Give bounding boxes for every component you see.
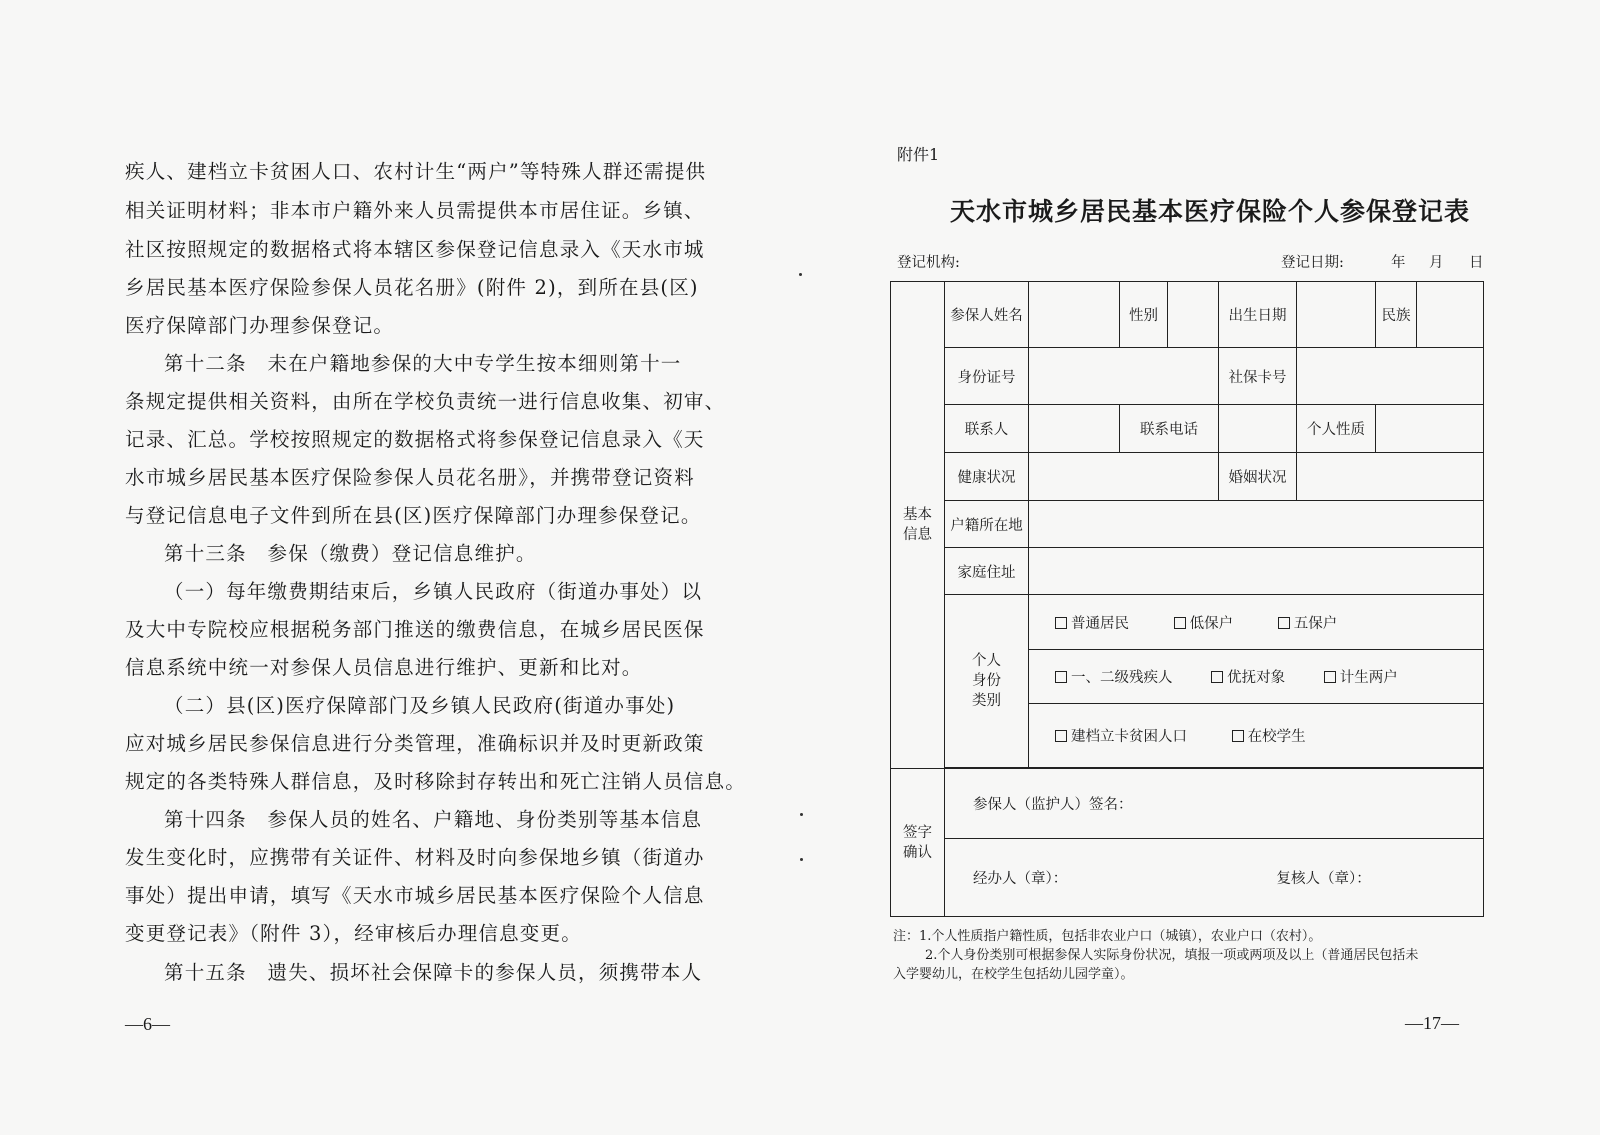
contact-field[interactable]	[1029, 405, 1120, 453]
checkbox[interactable]	[1324, 671, 1336, 683]
health-label: 健康状况	[945, 453, 1029, 501]
marital-label: 婚姻状况	[1219, 453, 1297, 501]
body-line: 事处）提出申请，填写《天水市城乡居民基本医疗保险个人信息	[125, 884, 705, 907]
footnote-1: 注：1.个人性质指户籍性质，包括非农业户口（城镇），农业户口（农村）。	[893, 929, 1322, 944]
household-field[interactable]	[1029, 501, 1484, 548]
sign-reviewer[interactable]: 复核人（章）：	[1276, 871, 1371, 887]
checkbox[interactable]	[1232, 730, 1244, 742]
body-line: 水市城乡居民基本医疗保险参保人员花名册》，并携带登记资料	[125, 466, 695, 489]
option-low-income[interactable]: 低保户	[1174, 612, 1234, 633]
body-line: （一）每年缴费期结束后，乡镇人民政府（街道办事处）以	[164, 580, 703, 603]
date-label: 登记日期:	[1281, 255, 1344, 271]
article-13: 第十三条 参保（缴费）登记信息维护。	[164, 542, 537, 565]
checkbox[interactable]	[1055, 617, 1067, 629]
name-field[interactable]	[1029, 282, 1120, 348]
body-line: 发生变化时，应携带有关证件、材料及时向参保地乡镇（街道办	[125, 846, 705, 869]
birth-date-field[interactable]	[1297, 282, 1376, 348]
option-ordinary[interactable]: 普通居民	[1055, 612, 1129, 633]
ethnicity-label: 民族	[1376, 282, 1417, 348]
body-line: 变更登记表》（附件 3），经审核后办理信息变更。	[125, 922, 582, 945]
address-label: 家庭住址	[945, 548, 1029, 595]
body-line: 信息系统中统一对参保人员信息进行维护、更新和比对。	[125, 656, 643, 679]
body-line: 及大中专院校应根据税务部门推送的缴费信息，在城乡居民医保	[125, 618, 705, 641]
article-12: 第十二条 未在户籍地参保的大中专学生按本细则第十一	[164, 352, 682, 375]
personal-nature-field[interactable]	[1376, 405, 1484, 453]
date-day: 日	[1469, 255, 1484, 271]
birth-date-label: 出生日期	[1219, 282, 1297, 348]
option-family-planning[interactable]: 计生两户	[1324, 666, 1398, 687]
marital-field[interactable]	[1297, 453, 1484, 501]
body-line: 规定的各类特殊人群信息，及时移除封存转出和死亡注销人员信息。	[125, 770, 747, 793]
article-15: 第十五条 遗失、损坏社会保障卡的参保人员，须携带本人	[164, 961, 703, 984]
date-month: 月	[1429, 255, 1444, 271]
option-five-guarantee[interactable]: 五保户	[1278, 612, 1338, 633]
checkbox[interactable]	[1055, 671, 1067, 683]
option-disabled[interactable]: 一、二级残疾人	[1055, 666, 1173, 687]
body-line: 医疗保障部门办理参保登记。	[125, 314, 395, 337]
gender-label: 性别	[1120, 282, 1168, 348]
attachment-label: 附件1	[897, 145, 940, 164]
checkbox[interactable]	[1278, 617, 1290, 629]
footnote-2-cont: 入学婴幼儿，在校学生包括幼儿园学童）。	[893, 967, 1134, 982]
body-line: 疾人、建档立卡贫困人口、农村计生“两户”等特殊人群还需提供	[125, 160, 707, 183]
social-card-label: 社保卡号	[1219, 348, 1297, 405]
body-line: （二）县(区)医疗保障部门及乡镇人民政府(街道办事处)	[164, 694, 676, 717]
identity-options-row-2	[1029, 650, 1484, 704]
checkbox[interactable]	[1055, 730, 1067, 742]
article-14: 第十四条 参保人员的姓名、户籍地、身份类别等基本信息	[164, 808, 703, 831]
social-card-field[interactable]	[1297, 348, 1484, 405]
body-line: 记录、汇总。学校按照规定的数据格式将参保登记信息录入《天	[125, 428, 705, 451]
household-label: 户籍所在地	[945, 501, 1029, 548]
option-poverty[interactable]: 建档立卡贫困人口	[1055, 725, 1187, 746]
personal-nature-label: 个人性质	[1297, 405, 1376, 453]
registration-form	[890, 281, 1484, 917]
identity-category-label: 个人身份类别	[945, 595, 1029, 768]
address-field[interactable]	[1029, 548, 1484, 595]
id-number-label: 身份证号	[945, 348, 1029, 405]
section-sign-confirm: 签字确认	[891, 769, 945, 917]
body-line: 相关证明材料；非本市户籍外来人员需提供本市居住证。乡镇、	[125, 199, 705, 222]
body-line: 乡居民基本医疗保险参保人员花名册》(附件 2)，到所在县(区)	[125, 276, 699, 299]
ethnicity-field[interactable]	[1417, 282, 1484, 348]
gender-field[interactable]	[1168, 282, 1219, 348]
body-line: 应对城乡居民参保信息进行分类管理，准确标识并及时更新政策	[125, 732, 705, 755]
left-page-number: —6—	[125, 1014, 170, 1034]
body-line: 条规定提供相关资料，由所在学校负责统一进行信息收集、初审、	[125, 390, 726, 413]
checkbox[interactable]	[1211, 671, 1223, 683]
option-student[interactable]: 在校学生	[1232, 725, 1306, 746]
identity-options-row-3	[1029, 704, 1484, 768]
phone-field[interactable]	[1219, 405, 1297, 453]
phone-label: 联系电话	[1120, 405, 1219, 453]
body-line: 与登记信息电子文件到所在县(区)医疗保障部门办理参保登记。	[125, 504, 702, 527]
right-page-number: —17—	[1405, 1013, 1459, 1033]
footnote-2: 2.个人身份类别可根据参保人实际身份状况，填报一项或两项及以上（普通居民包括未	[925, 948, 1419, 963]
checkbox[interactable]	[1174, 617, 1186, 629]
contact-label: 联系人	[945, 405, 1029, 453]
body-line: 社区按照规定的数据格式将本辖区参保登记信息录入《天水市城	[125, 238, 705, 261]
id-number-field[interactable]	[1029, 348, 1219, 405]
sign-row	[945, 839, 1484, 917]
health-field[interactable]	[1029, 453, 1219, 501]
identity-options-row-1	[1029, 595, 1484, 650]
org-label: 登记机构:	[897, 255, 960, 271]
name-label: 参保人姓名	[945, 282, 1029, 348]
sign-handler[interactable]: 经办人（章）：	[973, 871, 1068, 887]
option-preferential[interactable]: 优抚对象	[1211, 666, 1285, 687]
section-basic-info: 基本信息	[891, 282, 945, 769]
form-title: 天水市城乡居民基本医疗保险个人参保登记表	[949, 197, 1470, 226]
date-year: 年	[1391, 255, 1406, 271]
sign-insured[interactable]: 参保人（监护人）签名：	[945, 769, 1484, 839]
